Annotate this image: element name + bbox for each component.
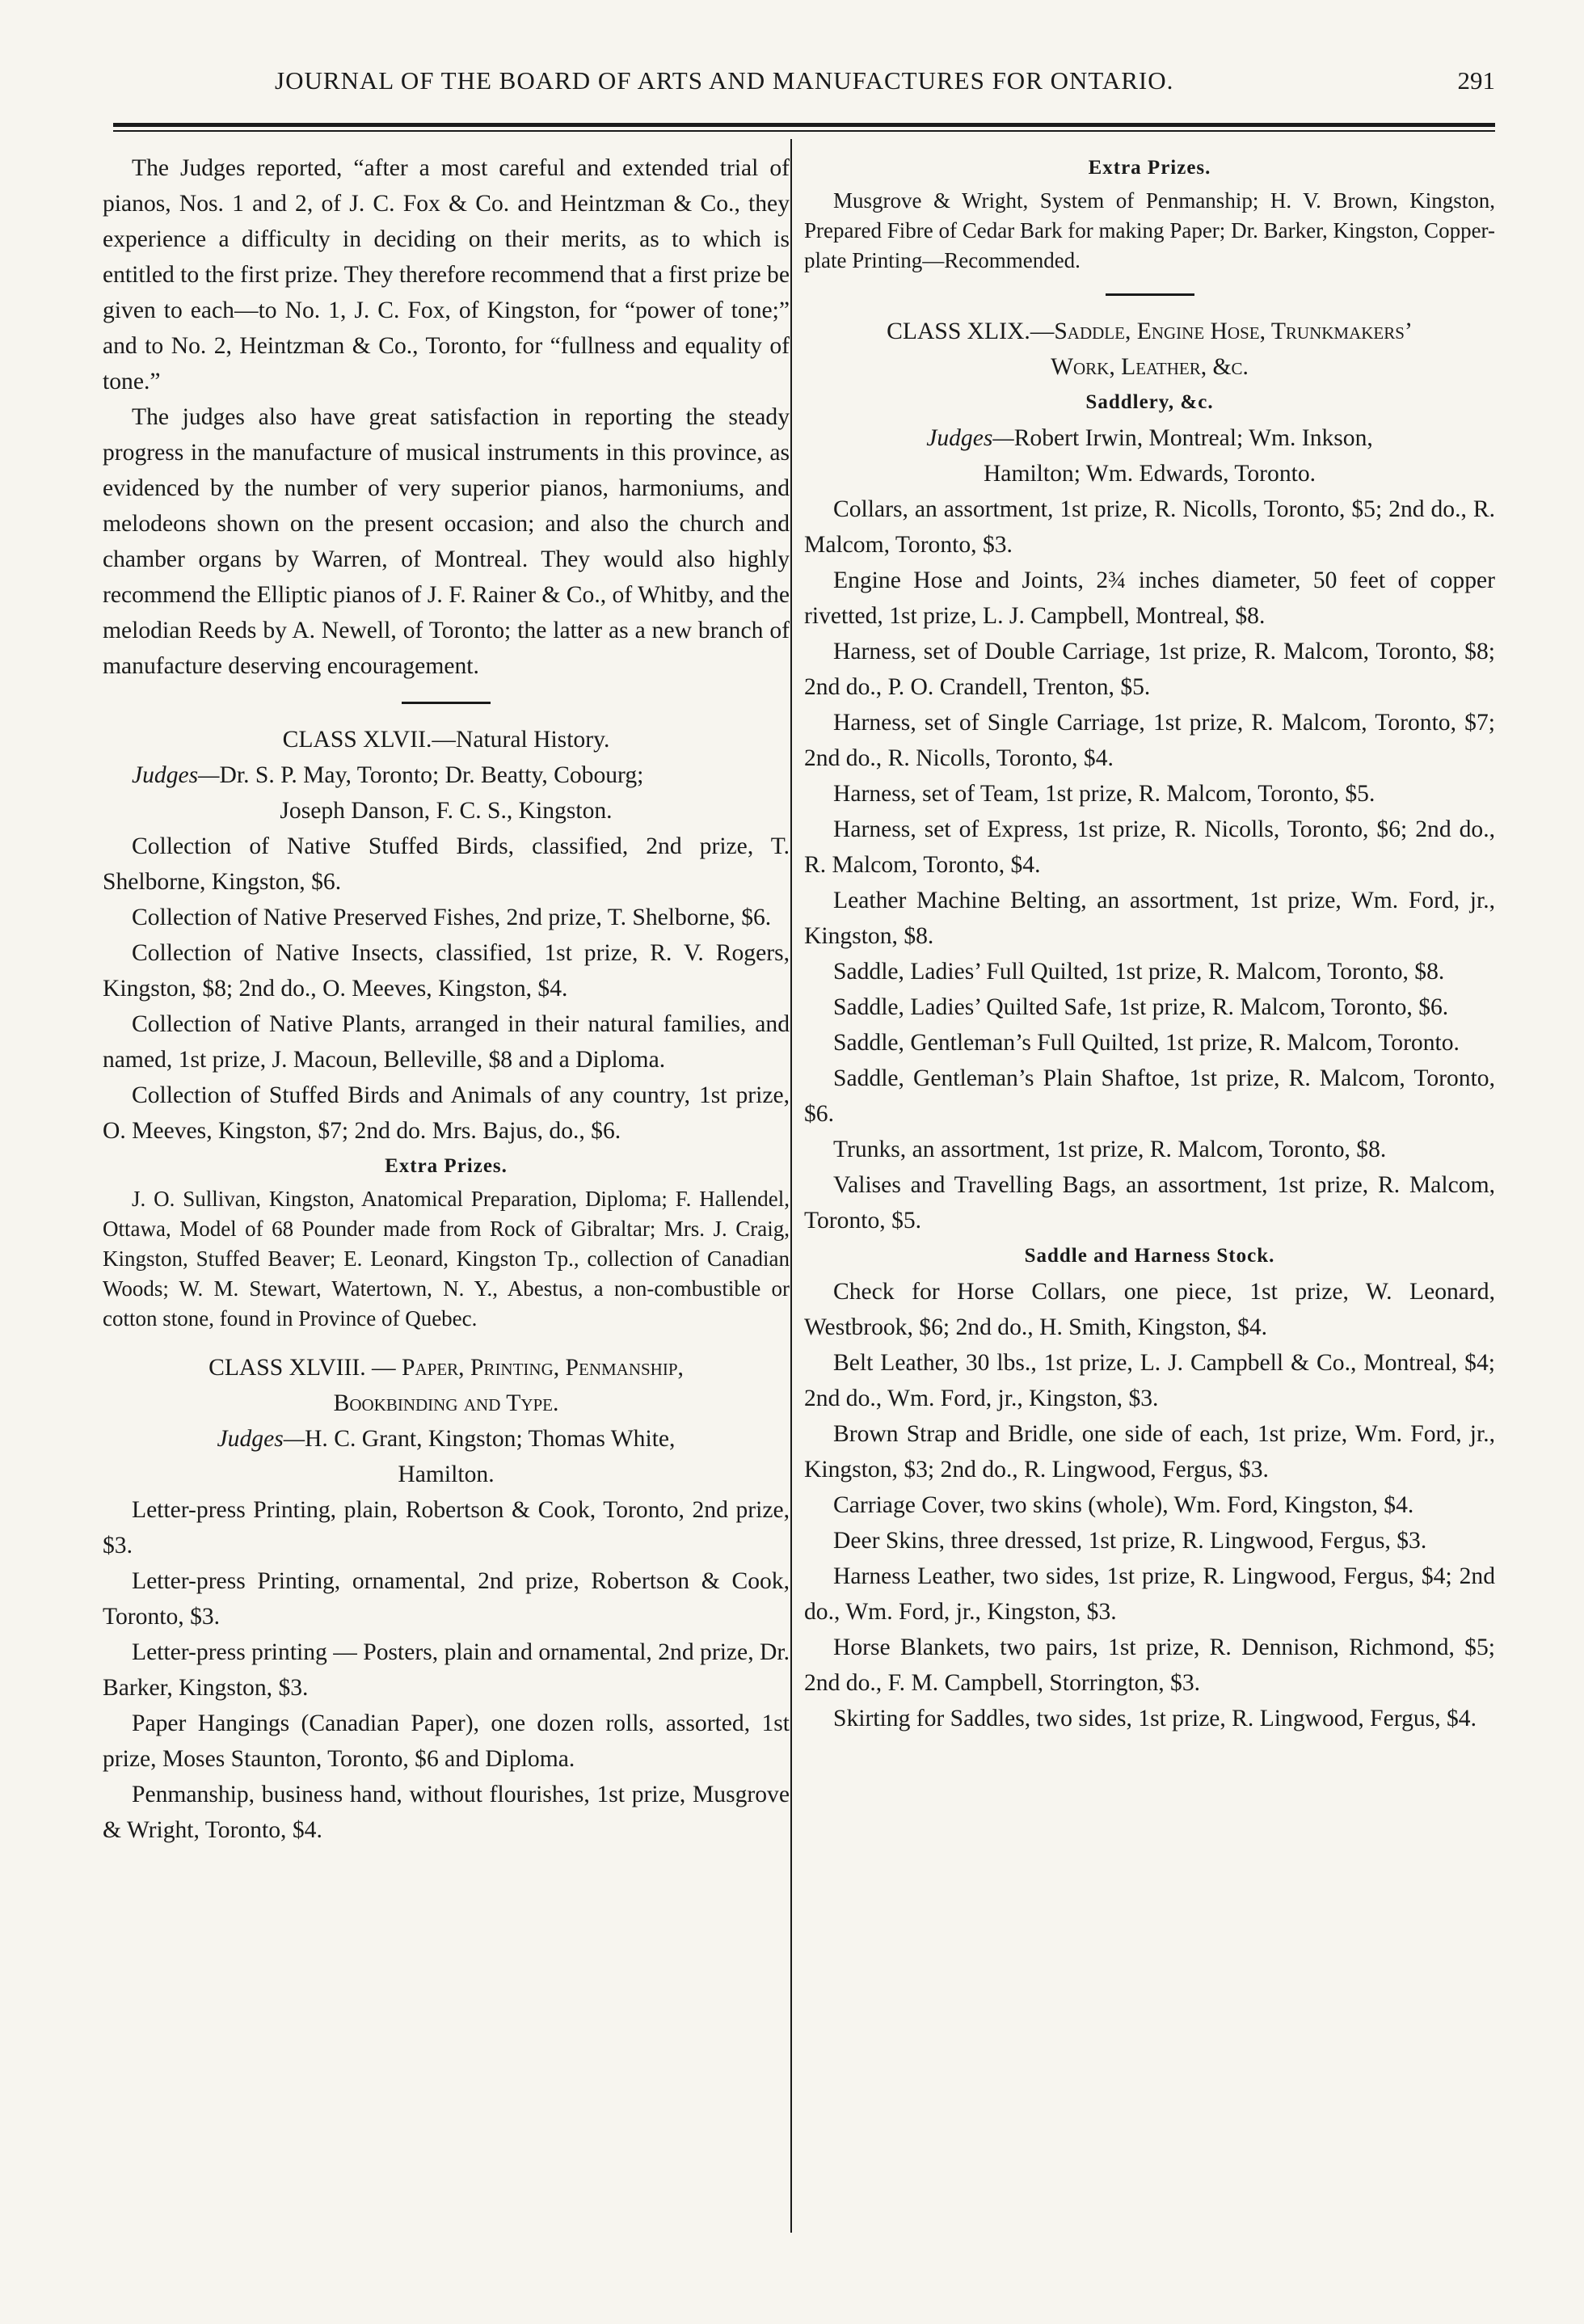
class-48-heading-line-b: Bookbinding and Type.	[333, 1390, 559, 1416]
saddlery-subheading: Saddlery, &c.	[1085, 391, 1214, 413]
list-item: Paper Hangings (Canadian Paper), one dozen rolls, assorted, 1st prize, Moses Staunton, Toronto, $6 and Diploma.	[103, 1710, 790, 1772]
journal-title: JOURNAL OF THE BOARD OF ARTS AND MANUFACTURES FOR ONTARIO.	[275, 66, 1174, 95]
list-item: Collection of Stuffed Birds and Animals of any country, 1st prize, O. Meeves, Kingston, $7; 2nd do. Mrs. Bajus, do., $6.	[103, 1082, 790, 1144]
list-item: Check for Horse Collars, one piece, 1st prize, W. Leonard, Westbrook, $6; 2nd do., H. Smith, Kingston, $4.	[804, 1279, 1495, 1340]
list-item: Brown Strap and Bridle, one side of each, 1st prize, Wm. Ford, jr., Kingston, $3; 2nd do., R. Lingwood, Fergus, $3.	[804, 1421, 1495, 1483]
list-item: Collection of Native Insects, classified, 1st prize, R. V. Rogers, Kingston, $8; 2nd do., O. Meeves, Kingston, $4.	[103, 940, 790, 1002]
list-item: Saddle, Gentleman’s Full Quilted, 1st prize, R. Malcom, Toronto.	[833, 1030, 1460, 1056]
class-49-heading-line-b: Work, Leather, &c.	[1051, 354, 1249, 380]
extra-prizes-subheading: Extra Prizes.	[1088, 157, 1211, 179]
left-column	[103, 150, 790, 1848]
harness-stock-subheading: Saddle and Harness Stock.	[1024, 1245, 1275, 1267]
class-48-judges	[103, 1421, 790, 1457]
list-item: Collars, an assortment, 1st prize, R. Nicolls, Toronto, $5; 2nd do., R. Malcom, Toronto, $3.	[804, 496, 1495, 558]
class-48-extra-prizes: Musgrove & Wright, System of Penmanship; H. V. Brown, Kingston, Prepared Fibre of Cedar Bark for making Paper; Dr. Barker, Kingston, Copper-plate Printing—Recommended.	[804, 188, 1495, 272]
running-header	[113, 66, 1495, 115]
list-item: Saddle, Gentleman’s Plain Shaftoe, 1st prize, R. Malcom, Toronto, $6.	[804, 1065, 1495, 1127]
list-item: Leather Machine Belting, an assortment, 1st prize, Wm. Ford, jr., Kingston, $8.	[804, 888, 1495, 949]
list-item: Collection of Native Stuffed Birds, classified, 2nd prize, T. Shelborne, Kingston, $6.	[103, 833, 790, 895]
list-item: Harness, set of Single Carriage, 1st prize, R. Malcom, Toronto, $7; 2nd do., R. Nicolls, Toronto, $4.	[804, 710, 1495, 771]
list-item: Valises and Travelling Bags, an assortment, 1st prize, R. Malcom, Toronto, $5.	[804, 1172, 1495, 1234]
page-number: 291	[1457, 66, 1495, 95]
list-item: Harness, set of Team, 1st prize, R. Malcom, Toronto, $5.	[833, 781, 1375, 807]
judges-label: Judges—	[926, 425, 1014, 451]
judges-label: Judges—	[132, 762, 220, 788]
list-item: Harness Leather, two sides, 1st prize, R. Lingwood, Fergus, $4; 2nd do., Wm. Ford, jr., Kingston, $3.	[804, 1563, 1495, 1625]
list-item: Saddle, Ladies’ Quilted Safe, 1st prize, R. Malcom, Toronto, $6.	[833, 994, 1449, 1020]
class-48-heading: CLASS XLVIII. — Paper, Printing, Penmanship,	[209, 1355, 684, 1381]
list-item: Collection of Native Plants, arranged in their natural families, and named, 1st prize, J. Macoun, Belleville, $8 and a Diploma.	[103, 1011, 790, 1073]
class-49-judges-line-a: Robert Irwin, Montreal; Wm. Inkson,	[1013, 425, 1373, 451]
list-item: Penmanship, business hand, without flourishes, 1st prize, Musgrove & Wright, Toronto, $4.	[103, 1782, 790, 1843]
right-column	[804, 150, 1495, 1736]
column-divider	[790, 139, 792, 2233]
class-47-extra-prizes: J. O. Sullivan, Kingston, Anatomical Preparation, Diploma; F. Hallendel, Ottawa, Model of 68 Pounder made from Rock of Gibraltar; Mrs. J. Craig, Kingston, Stuffed Beaver; E. Leonard, Kingston Tp., collection of Canadian Woods; W. M. Stewart, Watertown, N. Y., Abestus, a non-combustible or cotton stone, found in Province of Quebec.	[103, 1187, 790, 1331]
class-47-judges	[103, 757, 790, 793]
list-item: Horse Blankets, two pairs, 1st prize, R. Dennison, Richmond, $5; 2nd do., F. M. Campbell, Storrington, $3.	[804, 1634, 1495, 1696]
paragraph-judges-reported: The Judges reported, “after a most careful and extended trial of pianos, Nos. 1 and 2, of J. C. Fox & Co. and Heintzman & Co., they experience a difficulty in deciding on their merits, as to which is entitled to the first prize. They therefore recommend that a first prize be given to each—to No. 1, J. C. Fox, of Kingston, for “power of tone;” and to No. 2, Heintzman & Co., Toronto, for “fullness and equality of tone.”	[103, 155, 790, 394]
class-48-judges-line-a: H. C. Grant, Kingston; Thomas White,	[305, 1426, 676, 1452]
section-separator	[402, 702, 491, 704]
header-rule-thick	[113, 123, 1495, 127]
class-49-judges-line-b: Hamilton; Wm. Edwards, Toronto.	[983, 461, 1316, 487]
list-item: Saddle, Ladies’ Full Quilted, 1st prize, R. Malcom, Toronto, $8.	[833, 959, 1445, 985]
class-49-heading: CLASS XLIX.—Saddle, Engine Hose, Trunkmakers’	[887, 318, 1413, 344]
list-item: Trunks, an assortment, 1st prize, R. Malcom, Toronto, $8.	[833, 1137, 1387, 1162]
list-item: Collection of Native Preserved Fishes, 2nd prize, T. Shelborne, $6.	[132, 905, 772, 930]
list-item: Belt Leather, 30 lbs., 1st prize, L. J. Campbell & Co., Montreal, $4; 2nd do., Wm. Ford, jr., Kingston, $3.	[804, 1350, 1495, 1411]
list-item: Skirting for Saddles, two sides, 1st prize, R. Lingwood, Fergus, $4.	[833, 1706, 1477, 1731]
list-item: Letter-press printing — Posters, plain and ornamental, 2nd prize, Dr. Barker, Kingston, $3.	[103, 1639, 790, 1701]
header-rule-thin	[113, 130, 1495, 132]
list-item: Deer Skins, three dressed, 1st prize, R. Lingwood, Fergus, $3.	[833, 1528, 1427, 1554]
list-item: Letter-press Printing, plain, Robertson & Cook, Toronto, 2nd prize, $3.	[103, 1497, 790, 1558]
class-48-judges-line-b: Hamilton.	[398, 1461, 495, 1487]
class-47-judges-line-b: Joseph Danson, F. C. S., Kingston.	[280, 798, 613, 824]
section-separator	[1106, 293, 1194, 296]
class-47-heading: CLASS XLVII.—Natural History.	[282, 727, 610, 753]
list-item: Harness, set of Express, 1st prize, R. Nicolls, Toronto, $6; 2nd do., R. Malcom, Toronto, $4.	[804, 816, 1495, 878]
class-47-judges-line-a: Dr. S. P. May, Toronto; Dr. Beatty, Cobourg;	[219, 762, 644, 788]
class-49-judges	[804, 420, 1495, 456]
list-item: Carriage Cover, two skins (whole), Wm. Ford, Kingston, $4.	[833, 1492, 1414, 1518]
paragraph-satisfaction: The judges also have great satisfaction in reporting the steady progress in the manufacture of musical instruments in this province, as evidenced by the number of very superior pianos, harmoniums, and melodeons shown on the present occasion; and also the church and chamber organs by Warren, of Montreal. They would also highly recommend the Elliptic pianos of J. F. Rainer & Co., of Whitby, and the melodian Reeds by A. Newell, of Toronto; the latter as a new branch of manufacture deserving encouragement.	[103, 404, 790, 679]
list-item: Letter-press Printing, ornamental, 2nd prize, Robertson & Cook, Toronto, $3.	[103, 1568, 790, 1630]
judges-label: Judges—	[217, 1426, 305, 1452]
list-item: Engine Hose and Joints, 2¾ inches diameter, 50 feet of copper rivetted, 1st prize, L. J. Campbell, Montreal, $8.	[804, 567, 1495, 629]
extra-prizes-subheading: Extra Prizes.	[385, 1155, 508, 1177]
list-item: Harness, set of Double Carriage, 1st prize, R. Malcom, Toronto, $8; 2nd do., P. O. Crandell, Trenton, $5.	[804, 639, 1495, 700]
